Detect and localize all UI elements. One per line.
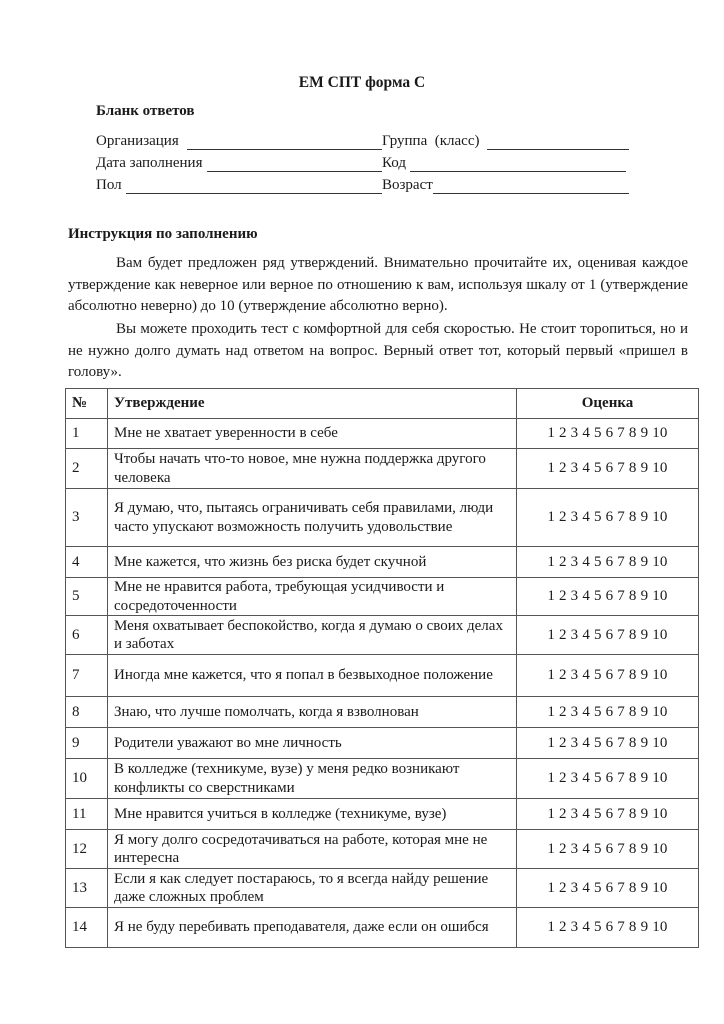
table-row	[66, 419, 699, 449]
rating-scale[interactable]: 1 2 3 4 5 6 7 8 9 10	[517, 547, 699, 578]
statement-text: Чтобы начать что-то новое, мне нужна поддержка другого человека	[108, 449, 517, 489]
form-row-1	[96, 130, 636, 150]
code-field[interactable]	[382, 152, 626, 172]
rating-scale[interactable]: 1 2 3 4 5 6 7 8 9 10	[517, 799, 699, 830]
organization-field[interactable]	[96, 130, 382, 150]
instructions-paragraph-2: Вы можете проходить тест с комфортной для себя скоростью. Не стоит торопиться, но и не нужно долго думать над ответом на вопрос. Верный ответ тот, который первый «пришел в голову».	[68, 321, 688, 380]
rating-scale[interactable]: 1 2 3 4 5 6 7 8 9 10	[517, 578, 699, 616]
code-input-line[interactable]	[410, 155, 626, 172]
statement-number: 3	[66, 489, 108, 547]
statement-number: 12	[66, 830, 108, 869]
table-row	[66, 908, 699, 948]
table-row	[66, 799, 699, 830]
organization-label: Организация	[96, 133, 179, 149]
rating-scale[interactable]: 1 2 3 4 5 6 7 8 9 10	[517, 869, 699, 908]
statement-number: 5	[66, 578, 108, 616]
rating-scale[interactable]: 1 2 3 4 5 6 7 8 9 10	[517, 830, 699, 869]
statement-number: 4	[66, 547, 108, 578]
instructions-title: Инструкция по заполнению	[68, 226, 258, 242]
table-row	[66, 489, 699, 547]
rating-scale[interactable]: 1 2 3 4 5 6 7 8 9 10	[517, 655, 699, 697]
statement-text: Я думаю, что, пытаясь ограничивать себя правилами, люди часто упускают возможность получить удовольствие	[108, 489, 517, 547]
statement-text: Если я как следует постараюсь, то я всегда найду решение даже сложных проблем	[108, 869, 517, 908]
instructions-paragraph-1: Вам будет предложен ряд утверждений. Внимательно прочитайте их, оценивая каждое утверждение как неверное или верное по отношению к вам, используя шкалу от 1 (утверждение абсолютно неверно) до 10 (утверждение абсолютно верно).	[68, 255, 688, 314]
rating-scale[interactable]: 1 2 3 4 5 6 7 8 9 10	[517, 489, 699, 547]
group-label: Группа (класс)	[382, 133, 480, 149]
table-row	[66, 655, 699, 697]
group-input-line[interactable]	[487, 133, 629, 150]
gender-field[interactable]	[96, 174, 382, 194]
rating-scale[interactable]: 1 2 3 4 5 6 7 8 9 10	[517, 759, 699, 799]
statement-text: Я могу долго сосредотачиваться на работе, которая мне не интересна	[108, 830, 517, 869]
gender-label: Пол	[96, 177, 122, 193]
organization-input-line[interactable]	[187, 133, 382, 150]
fill-date-field[interactable]	[96, 152, 382, 172]
form-title: ЕМ СПТ форма С	[298, 74, 426, 91]
statement-text: Мне не хватает уверенности в себе	[108, 419, 517, 449]
statement-number: 8	[66, 697, 108, 728]
statement-text: Я не буду перебивать преподавателя, даже если он ошибся	[108, 908, 517, 948]
statement-number: 13	[66, 869, 108, 908]
rating-scale[interactable]: 1 2 3 4 5 6 7 8 9 10	[517, 616, 699, 655]
table-row	[66, 547, 699, 578]
statement-text: В колледже (техникуме, вузе) у меня редко возникают конфликты со сверстниками	[108, 759, 517, 799]
column-header-statement: Утверждение	[108, 389, 517, 419]
column-header-rating: Оценка	[517, 389, 699, 419]
answers-table	[65, 388, 699, 948]
table-row	[66, 728, 699, 759]
statement-text: Мне не нравится работа, требующая усидчивости и сосредоточенности	[108, 578, 517, 616]
rating-scale[interactable]: 1 2 3 4 5 6 7 8 9 10	[517, 697, 699, 728]
statement-number: 10	[66, 759, 108, 799]
age-label: Возраст	[382, 177, 433, 193]
code-label: Код	[382, 155, 406, 171]
statement-number: 14	[66, 908, 108, 948]
gender-input-line[interactable]	[126, 177, 382, 194]
group-field[interactable]	[382, 130, 629, 150]
table-row	[66, 830, 699, 869]
statement-text: Родители уважают во мне личность	[108, 728, 517, 759]
form-row-3	[96, 174, 636, 194]
statement-number: 11	[66, 799, 108, 830]
table-row	[66, 759, 699, 799]
form-row-2	[96, 152, 636, 172]
fill-date-label: Дата заполнения	[96, 155, 203, 171]
statement-number: 7	[66, 655, 108, 697]
statement-number: 1	[66, 419, 108, 449]
rating-scale[interactable]: 1 2 3 4 5 6 7 8 9 10	[517, 419, 699, 449]
rating-scale[interactable]: 1 2 3 4 5 6 7 8 9 10	[517, 449, 699, 489]
table-row	[66, 578, 699, 616]
age-field[interactable]	[382, 174, 629, 194]
statement-text: Меня охватывает беспокойство, когда я думаю о своих делах и заботах	[108, 616, 517, 655]
rating-scale[interactable]: 1 2 3 4 5 6 7 8 9 10	[517, 908, 699, 948]
column-header-number: №	[66, 389, 108, 419]
answer-sheet-heading: Бланк ответов	[96, 103, 195, 119]
rating-scale[interactable]: 1 2 3 4 5 6 7 8 9 10	[517, 728, 699, 759]
table-header-row	[66, 389, 699, 419]
statement-number: 2	[66, 449, 108, 489]
table-row	[66, 697, 699, 728]
fill-date-input-line[interactable]	[207, 155, 383, 172]
statement-text: Мне нравится учиться в колледже (техникуме, вузе)	[108, 799, 517, 830]
statement-number: 9	[66, 728, 108, 759]
table-row	[66, 616, 699, 655]
statement-text: Иногда мне кажется, что я попал в безвыходное положение	[108, 655, 517, 697]
table-row	[66, 869, 699, 908]
statement-text: Мне кажется, что жизнь без риска будет скучной	[108, 547, 517, 578]
statement-number: 6	[66, 616, 108, 655]
age-input-line[interactable]	[433, 177, 629, 194]
statement-text: Знаю, что лучше помолчать, когда я взволнован	[108, 697, 517, 728]
table-row	[66, 449, 699, 489]
